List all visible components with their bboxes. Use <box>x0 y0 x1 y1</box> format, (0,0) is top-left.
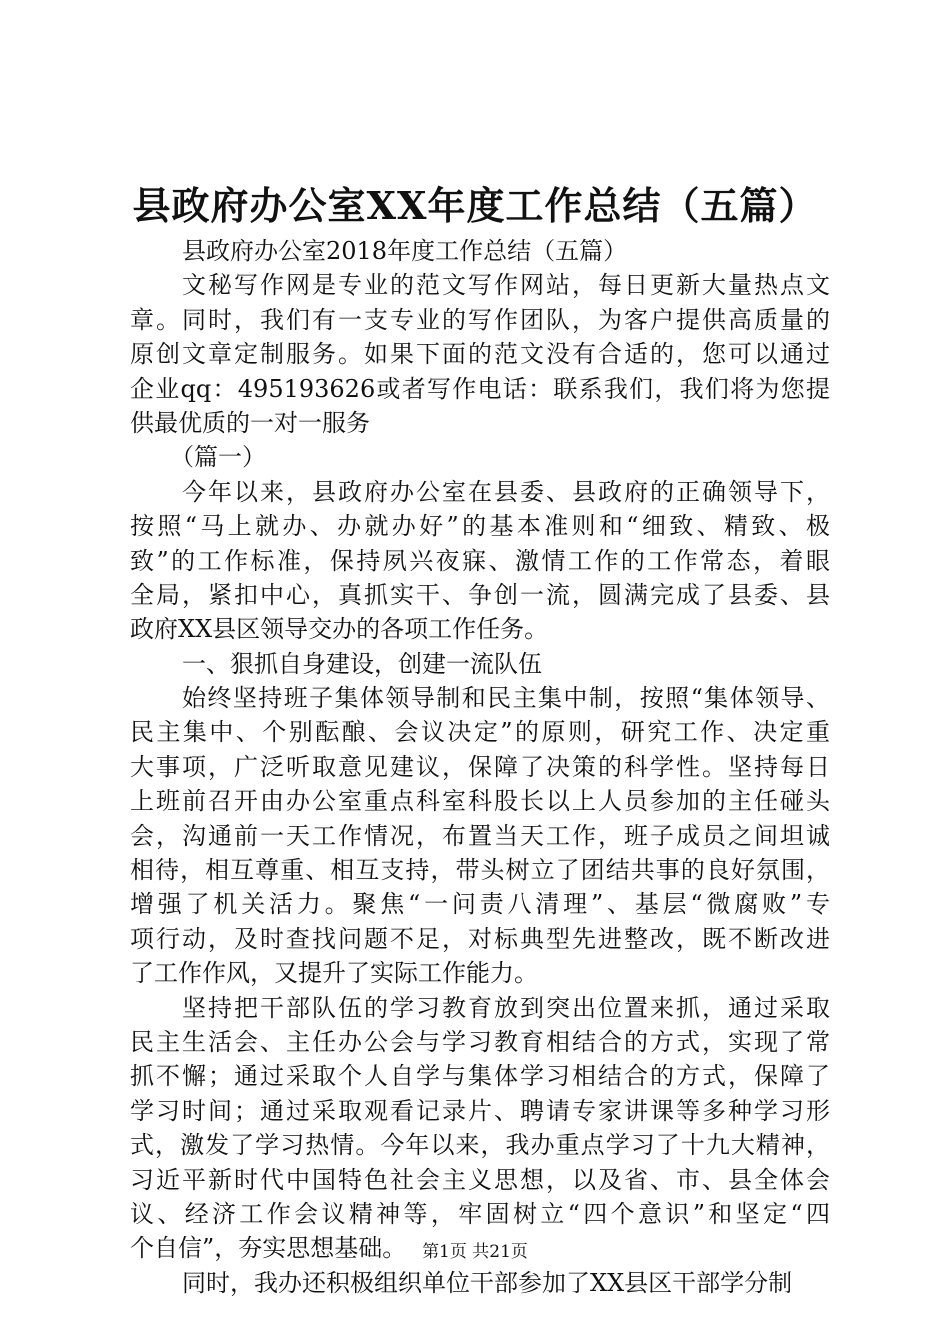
paragraph-line: 会，沟通前一天工作情况，布置当天工作，班子成员之间坦诚 <box>130 821 830 850</box>
paragraph-line: 项行动，及时查找问题不足，对标典型先进整改，既不断改进 <box>130 924 830 953</box>
section-heading: （篇一） <box>170 443 266 472</box>
paragraph-line: 个自信”，夯实思想基础。 <box>130 1234 407 1263</box>
paragraph-line: 坚持把干部队伍的学习教育放到突出位置来抓，通过采取 <box>182 993 830 1022</box>
paragraph-line: 了工作作风，又提升了实际工作能力。 <box>130 959 538 988</box>
paragraph-line: 上班前召开由办公室重点科室科股长以上人员参加的主任碰头 <box>130 787 830 816</box>
page-footer: 第1页 共21页 <box>422 1242 528 1262</box>
document-title: 县政府办公室XX年度工作总结（五篇） <box>132 183 818 228</box>
subtitle-line: 县政府办公室2018年度工作总结（五篇） <box>182 237 628 265</box>
paragraph-line: 章。同时，我们有一支专业的写作团队，为客户提供高质量的 <box>130 305 830 334</box>
paragraph-line: 民主集中、个别酝酿、会议决定”的原则，研究工作、决定重 <box>130 718 830 747</box>
paragraph-line: 今年以来，县政府办公室在县委、县政府的正确领导下， <box>182 477 830 506</box>
paragraph-line: 式，激发了学习热情。今年以来，我办重点学习了十九大精神， <box>130 1131 830 1160</box>
paragraph-line: 同时，我办还积极组织单位干部参加了XX县区干部学分制 <box>182 1268 793 1297</box>
section-heading: 一、狠抓自身建设，创建一流队伍 <box>182 649 542 678</box>
paragraph-line: 原创文章定制服务。如果下面的范文没有合适的，您可以通过 <box>130 340 830 369</box>
paragraph-line: 企业qq：495193626或者写作电话：联系我们，我们将为您提 <box>130 374 830 403</box>
paragraph-line: 抓不懈；通过采取个人自学与集体学习相结合的方式，保障了 <box>130 1062 830 1091</box>
paragraph-line: 议、经济工作会议精神等，牢固树立“四个意识”和坚定“四 <box>130 1199 830 1228</box>
document-body <box>130 234 830 1300</box>
paragraph-line: 始终坚持班子集体领导制和民主集中制，按照“集体领导、 <box>182 684 830 713</box>
paragraph-line: 增强了机关活力。聚焦“一问责八清理”、基层“微腐败”专 <box>130 890 830 919</box>
paragraph-line: 文秘写作网是专业的范文写作网站，每日更新大量热点文 <box>182 271 830 300</box>
paragraph-line: 习近平新时代中国特色社会主义思想，以及省、市、县全体会 <box>130 1165 830 1194</box>
paragraph-line: 相待，相互尊重、相互支持，带头树立了团结共事的良好氛围， <box>130 856 830 885</box>
paragraph-line: 大事项，广泛听取意见建议，保障了决策的科学性。坚持每日 <box>130 752 830 781</box>
paragraph-line: 学习时间；通过采取观看记录片、聘请专家讲课等多种学习形 <box>130 1096 830 1125</box>
paragraph-line: 按照“马上就办、办就办好”的基本准则和“细致、精致、极 <box>130 512 830 541</box>
paragraph-line: 政府XX县区领导交办的各项工作任务。 <box>130 615 549 644</box>
paragraph-line: 致”的工作标准，保持夙兴夜寐、激情工作的工作常态，着眼 <box>130 546 830 575</box>
paragraph-line: 全局，紧扣中心，真抓实干、争创一流，圆满完成了县委、县 <box>130 580 830 609</box>
paragraph-line: 供最优质的一对一服务 <box>130 408 370 437</box>
paragraph-line: 民主生活会、主任办公会与学习教育相结合的方式，实现了常 <box>130 1027 830 1056</box>
